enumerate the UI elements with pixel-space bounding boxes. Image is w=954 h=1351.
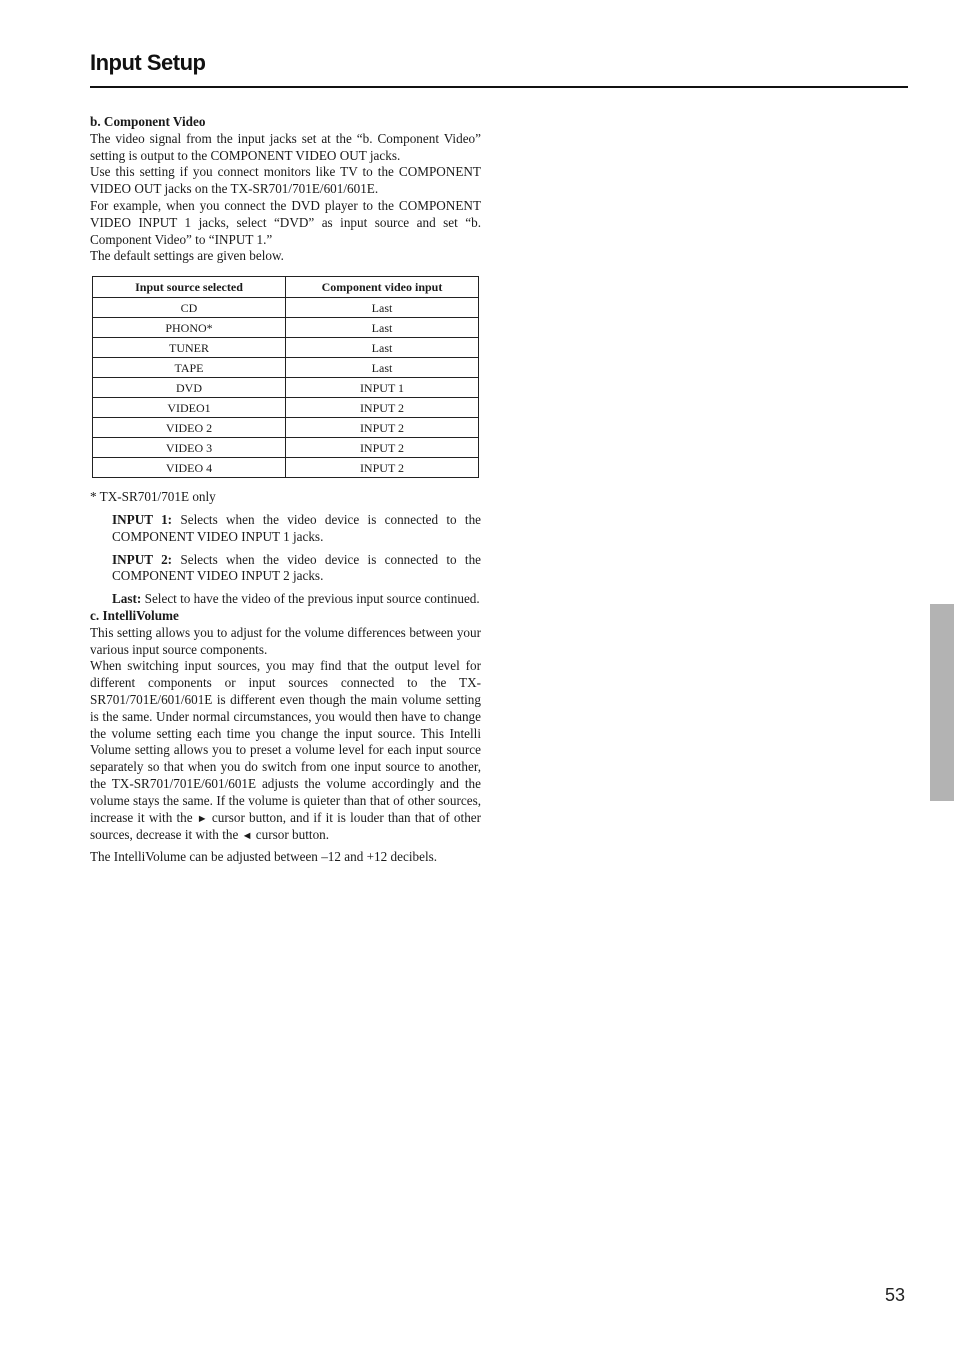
table-row (93, 438, 479, 458)
option-description: Selects when the video device is connected to the COMPONENT VIDEO INPUT 2 jacks. (112, 551, 482, 584)
option-term: INPUT 1: (112, 511, 173, 527)
title-rule (90, 86, 908, 88)
table-cell: VIDEO1 (93, 398, 286, 418)
section-c-heading: c. IntelliVolume (90, 607, 179, 623)
paragraph-text: When switching input sources, you may find that the output level for different components or input sources connected to the TX-SR701/701E/601/601E is different even though the main volume setting is the same. Under normal circumstances, you would then have to change the volume setting each time you change the input source. This Intelli Volume setting allows you to preset a volume level for each input source separately so that when you do switch from one input source to another, the TX-SR701/701E/601/601E adjusts the volume accordingly and the volume stays the same. If the volume is quieter than that of other sources, increase it with the (90, 658, 481, 825)
table-cell: INPUT 2 (286, 458, 479, 478)
table-row (93, 358, 479, 378)
section-b-paragraph: The default settings are given below. (90, 248, 284, 264)
table-row (93, 458, 479, 478)
right-arrow-icon: ► (196, 812, 208, 825)
page-number: 53 (885, 1285, 906, 1305)
table-header-cell: Component video input (286, 277, 479, 298)
section-b-heading: b. Component Video (90, 114, 206, 129)
table-cell: INPUT 2 (286, 438, 479, 458)
table-cell: TAPE (93, 358, 286, 378)
paragraph-text: cursor button, and if it is louder than that of other sources, decrease it with the (90, 809, 482, 843)
option-description: Select to have the video of the previous input source continued. (144, 591, 480, 607)
default-settings-table (92, 276, 479, 478)
option-input-1 (112, 512, 481, 546)
section-c-paragraph (90, 658, 481, 845)
option-term: Last: (112, 591, 142, 607)
table-cell: PHONO* (93, 318, 286, 338)
table-cell: CD (93, 298, 286, 318)
section-c-paragraph: The IntelliVolume can be adjusted between –12 and +12 decibels. (90, 849, 438, 865)
table-row (93, 338, 479, 358)
option-term: INPUT 2: (112, 551, 173, 567)
table-cell: INPUT 2 (286, 398, 479, 418)
section-b-paragraph: The video signal from the input jacks set at the “b. Component Video” setting is output to the COMPONENT VIDEO OUT jacks. (90, 130, 481, 163)
option-last (112, 591, 481, 608)
page-title: Input Setup (90, 50, 206, 75)
table-footnote: * TX-SR701/701E only (90, 489, 216, 505)
section-b-paragraph: Use this setting if you connect monitors like TV to the COMPONENT VIDEO OUT jacks on the TX-SR701/701E/601/601E. (90, 164, 481, 197)
table-cell: INPUT 2 (286, 418, 479, 438)
table-cell: Last (286, 338, 479, 358)
section-c-paragraph: This setting allows you to adjust for the volume differences between your various input source components. (90, 624, 481, 657)
table-row (93, 398, 479, 418)
table-cell: VIDEO 2 (93, 418, 286, 438)
table-cell: VIDEO 4 (93, 458, 286, 478)
option-description: Selects when the video device is connected to the COMPONENT VIDEO INPUT 1 jacks. (112, 511, 482, 544)
side-thumb-tab (930, 604, 954, 801)
table-row (93, 298, 479, 318)
table-cell: INPUT 1 (286, 378, 479, 398)
table-header-cell: Input source selected (93, 277, 286, 298)
table-cell: DVD (93, 378, 286, 398)
table-row (93, 418, 479, 438)
table-cell: Last (286, 358, 479, 378)
table-cell: TUNER (93, 338, 286, 358)
left-arrow-icon: ◄ (241, 830, 253, 843)
table-row (93, 378, 479, 398)
table-cell: VIDEO 3 (93, 438, 286, 458)
table-row (93, 318, 479, 338)
option-input-2 (112, 552, 481, 586)
table-header-row (93, 277, 479, 298)
table-cell: Last (286, 298, 479, 318)
content-column (90, 114, 481, 866)
table-cell: Last (286, 318, 479, 338)
paragraph-text: cursor button. (255, 827, 330, 843)
section-b-paragraph: For example, when you connect the DVD player to the COMPONENT VIDEO INPUT 1 jacks, select “DVD” as input source and set “b. Component Video” to “INPUT 1.” (90, 197, 481, 247)
